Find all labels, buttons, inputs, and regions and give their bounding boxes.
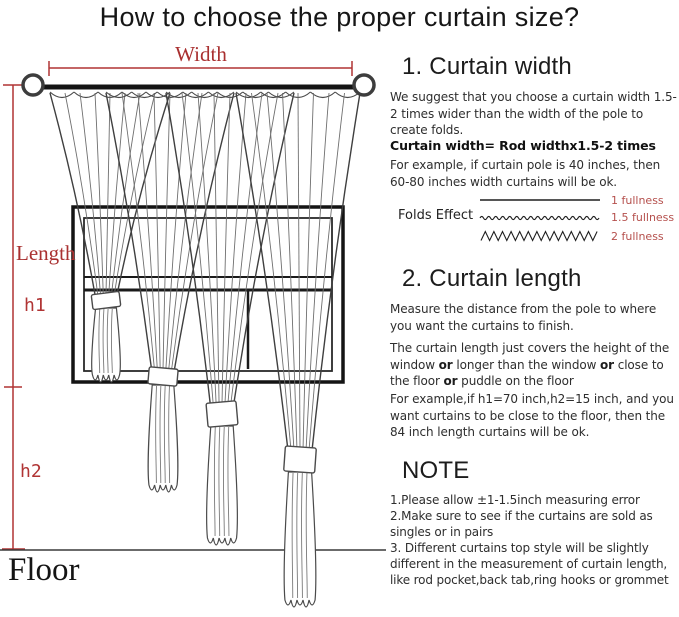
folds-effect-label: Folds Effect <box>398 208 474 223</box>
h1-label: h1 <box>24 295 46 316</box>
fullness-1-5-label: 1.5 fullness <box>611 210 675 224</box>
section-curtain-width-heading: 1. Curtain width <box>402 53 572 80</box>
page-title: How to choose the proper curtain size? <box>99 2 580 32</box>
width-suggestion-text: We suggest that you choose a curtain width 1.5-2 times wider than the width of the pole to create folds. <box>390 90 677 137</box>
length-usage-text <box>390 340 679 390</box>
curtain-rod <box>23 75 374 95</box>
note-item-3: 3. Different curtains top style will be slightly different in the measurement of curtain length, like rod pocket,back tab,ring hooks or grommet <box>390 541 669 587</box>
or-bold: or <box>438 357 453 372</box>
length-example-text: For example,if h1=70 inch,h2=15 inch, and you want curtains to be close to the floor, then the 84 inch length curtains will be ok. <box>390 392 674 439</box>
length-usage-segment: puddle on the floor <box>457 374 574 388</box>
h2-label: h2 <box>20 461 42 482</box>
width-label: Width <box>175 42 227 66</box>
length-label: Length <box>16 241 76 265</box>
note-list <box>390 492 679 588</box>
length-usage-segment: The curtain length just covers the height of the window <box>390 341 670 372</box>
fullness-1-5-wavy-line-icon <box>478 209 602 225</box>
or-bold: or <box>600 357 614 372</box>
note-item-1: 1.Please allow ±1-1.5inch measuring error <box>390 493 640 507</box>
fullness-1-label: 1 fullness <box>611 193 664 207</box>
instructions-column <box>388 0 679 617</box>
length-measure-text: Measure the distance from the pole to where you want the curtains to finish. <box>390 302 657 333</box>
fullness-1-line-icon <box>478 192 602 208</box>
fullness-2-label: 2 fullness <box>611 229 664 243</box>
note-heading: NOTE <box>402 457 470 484</box>
rod-ring-right <box>354 75 374 95</box>
width-formula-text: Curtain width= Rod widthx1.5-2 times <box>390 138 656 153</box>
length-usage-segment: longer than the window <box>452 357 601 372</box>
fullness-2-zigzag-line-icon <box>478 228 602 244</box>
fold-row-1-fullness <box>478 192 664 208</box>
section-curtain-length-heading: 2. Curtain length <box>402 265 582 292</box>
window-illustration <box>73 207 343 382</box>
width-example-text: For example, if curtain pole is 40 inches, then 60-80 inches width curtains will be ok. <box>390 158 661 189</box>
note-item-2: 2.Make sure to see if the curtains are sold as singles or in pairs <box>390 509 653 539</box>
curtains-illustration <box>50 92 360 607</box>
fold-row-1-5-fullness <box>478 209 674 225</box>
fold-row-2-fullness <box>478 228 664 244</box>
floor-label: Floor <box>8 552 80 588</box>
or-bold: or <box>443 374 458 388</box>
length-usage-segment: close to the floor <box>390 357 664 388</box>
rod-ring-left <box>23 75 43 95</box>
